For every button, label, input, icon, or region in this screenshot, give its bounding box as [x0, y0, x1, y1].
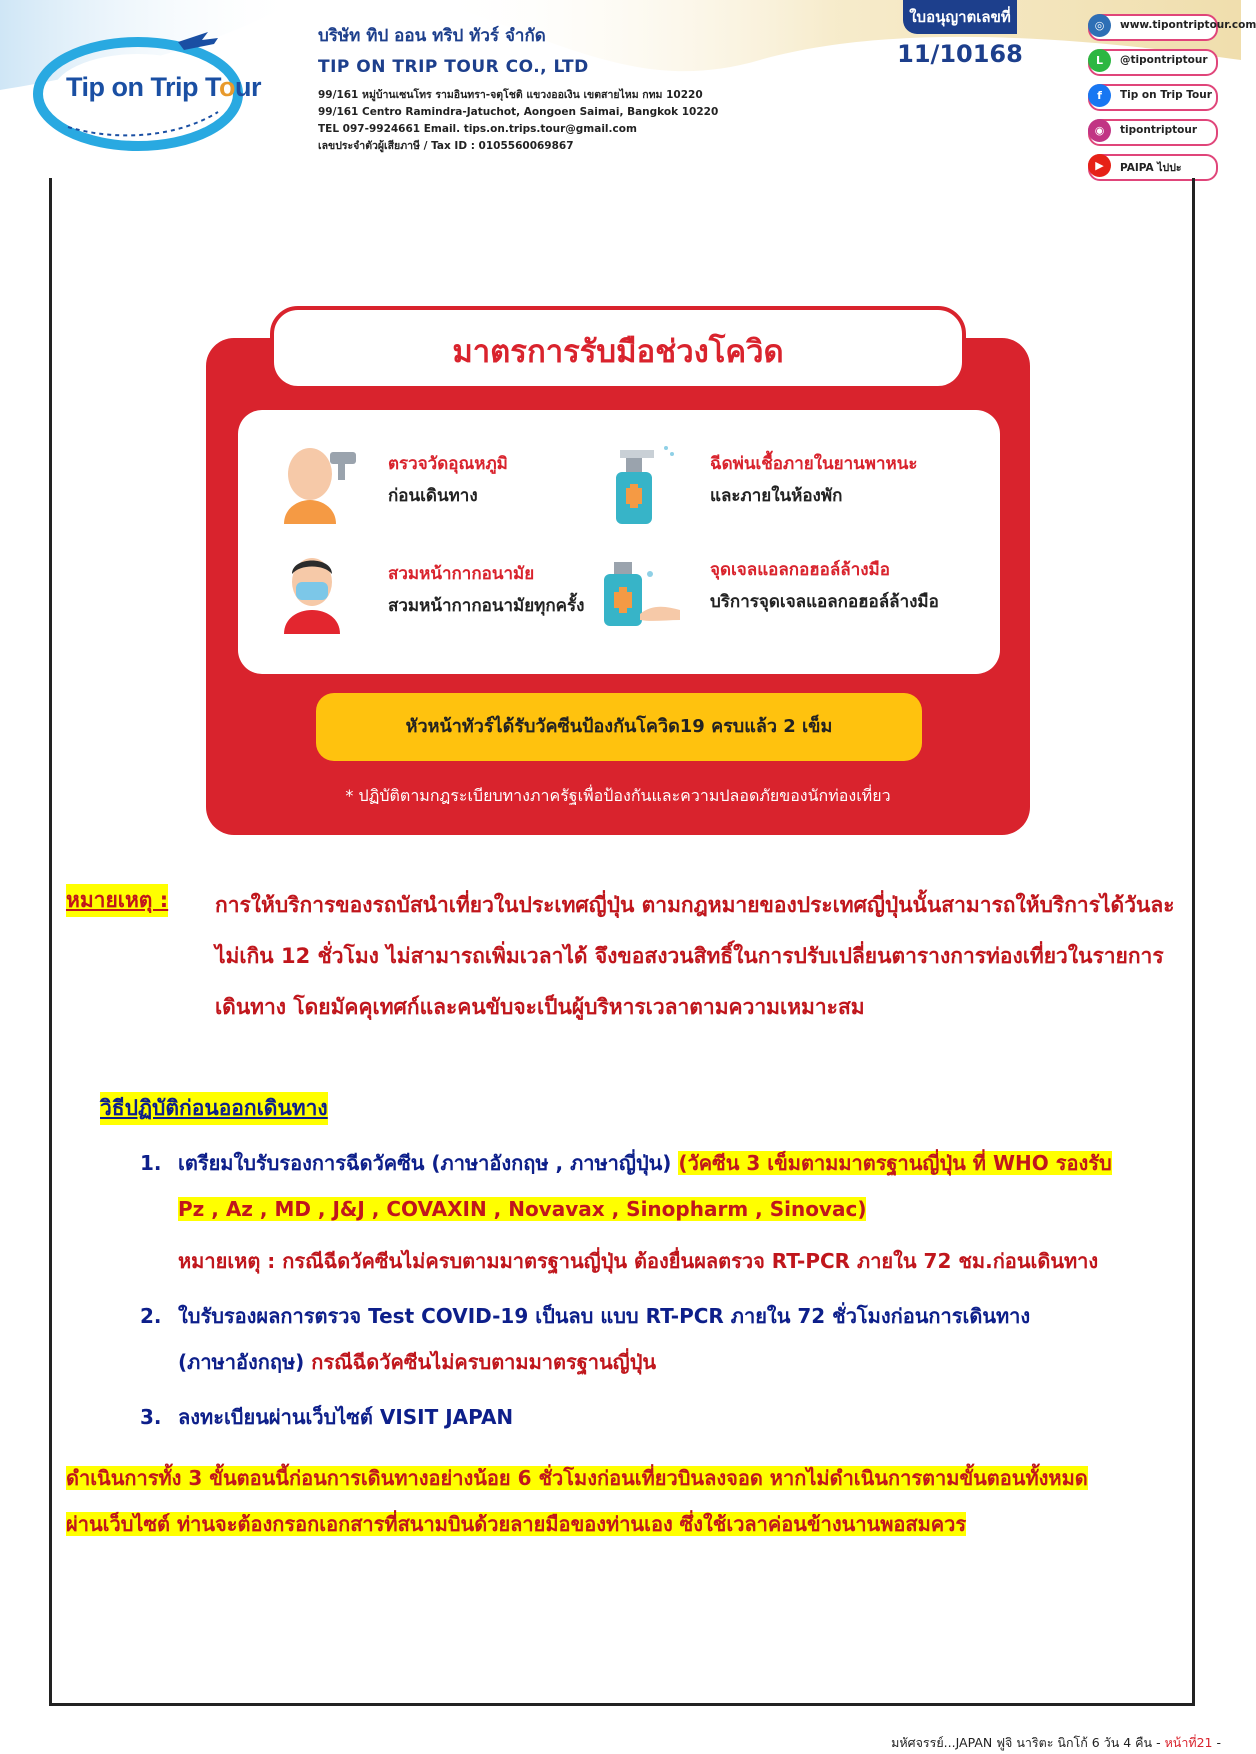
license-label: ใบอนุญาตเลขที่	[903, 0, 1017, 34]
instagram-icon: ◉	[1088, 119, 1111, 142]
page-number: หน้าที่21	[1164, 1735, 1213, 1750]
license-block	[880, 0, 1040, 70]
steps-title: วิธีปฏิบัติก่อนออกเดินทาง	[100, 1092, 328, 1125]
license-number: 11/10168	[897, 40, 1023, 68]
company-name-thai: บริษัท ทิป ออน ทริป ทัวร์ จำกัด	[318, 26, 546, 46]
covid-card-panel: ตรวจวัดอุณหภูมิ ก่อนเดินทาง ฉีดพ่นเชื้อภายในยานพาหนะ และภายในห้องพัก สวมหน้ากากอนามัย สวมหน้ากากอนามัยทุกครั้ง จุดเจลแอลกอฮอล์ล้างมือ บริการจุดเจลแอลกอฮอล์ล้างมือ	[238, 410, 1000, 674]
page-header	[0, 0, 1256, 178]
covid-card-note: * ปฏิบัติตามกฎระเบียบทางภาครัฐเพื่อป้องกันและความปลอดภัยของนักท่องเที่ยว	[345, 786, 891, 805]
covid-card-title: มาตรการรับมือช่วงโควิด	[270, 306, 966, 390]
youtube-icon: ▶	[1088, 154, 1111, 177]
remark-body: การให้บริการของรถบัสนำเที่ยวในประเทศญี่ปุ่น ตามกฎหมายของประเทศญี่ปุ่นนั้นสามารถให้บริการได้วันละไม่เกิน 12 ชั่วโมง ไม่สามารถเพิ่มเวลาได้ จึงขอสงวนสิทธิ์ในการปรับเปลี่ยนตารางการท่องเที่ยวในรายการเดินทาง โดยมัคคุเทศก์และคนขับจะเป็นผู้บริหารเวลาตามความเหมาะสม	[215, 893, 1175, 1019]
social-facebook[interactable]: f Tip on Trip Tour	[1088, 84, 1218, 111]
face-mask-person-icon	[278, 548, 358, 634]
thermometer-person-icon	[278, 438, 358, 524]
social-youtube[interactable]: ▶ PAIPA ไปปะ	[1088, 154, 1218, 181]
page-footer: มหัศจรรย์...JAPAN ฟูจิ นาริตะ นิกโก้ 6 วัน 4 คืน - หน้าที่21 -	[891, 1735, 1221, 1750]
spray-bottle-icon	[600, 438, 680, 524]
remark-label: หมายเหตุ :	[66, 884, 168, 917]
company-address: 99/161 หมู่บ้านเซนโทร รามอินทรา-จตุโชติ แขวงออเงิน เขตสายไหม กทม 10220 99/161 Centro Ramindra-Jatuchot, Aongoen Saimai, Bangkok 10220 TEL 097-9924661 Email. tips.on.trips.tour@gmail.com เลขประจำตัวผู้เสียภาษี / Tax ID : 0105560069867	[318, 89, 719, 152]
hand-sanitizer-icon	[600, 544, 680, 630]
social-links	[1088, 14, 1256, 189]
social-website[interactable]: ◎ www.tipontriptour.com	[1088, 14, 1218, 41]
line-icon: L	[1088, 49, 1111, 72]
final-notice: ดำเนินการทั้ง 3 ขั้นตอนนี้ก่อนการเดินทางอย่างน้อย 6 ชั่วโมงก่อนเที่ยวบินลงจอด หากไม่ดำเนินการตามขั้นตอนทั้งหมด ผ่านเว็บไซต์ ท่านจะต้องกรอกเอกสารที่สนามบินด้วยลายมือของท่านเอง ซึ่งใช้เวลาค่อนข้างนานพอสมควร	[66, 1466, 1088, 1536]
globe-icon: ◎	[1088, 14, 1111, 37]
logo-wordmark: Tip on Trip Tour	[66, 72, 261, 102]
social-instagram[interactable]: ◉ tipontriptour	[1088, 119, 1218, 146]
social-line[interactable]: L @tipontriptour	[1088, 49, 1218, 76]
vaccine-banner: หัวหน้าทัวร์ได้รับวัคซีนป้องกันโควิด19 ครบแล้ว 2 เข็ม	[316, 693, 922, 761]
company-info	[318, 22, 718, 155]
company-name-english: TIP ON TRIP TOUR CO., LTD	[318, 57, 589, 77]
facebook-icon: f	[1088, 84, 1111, 107]
